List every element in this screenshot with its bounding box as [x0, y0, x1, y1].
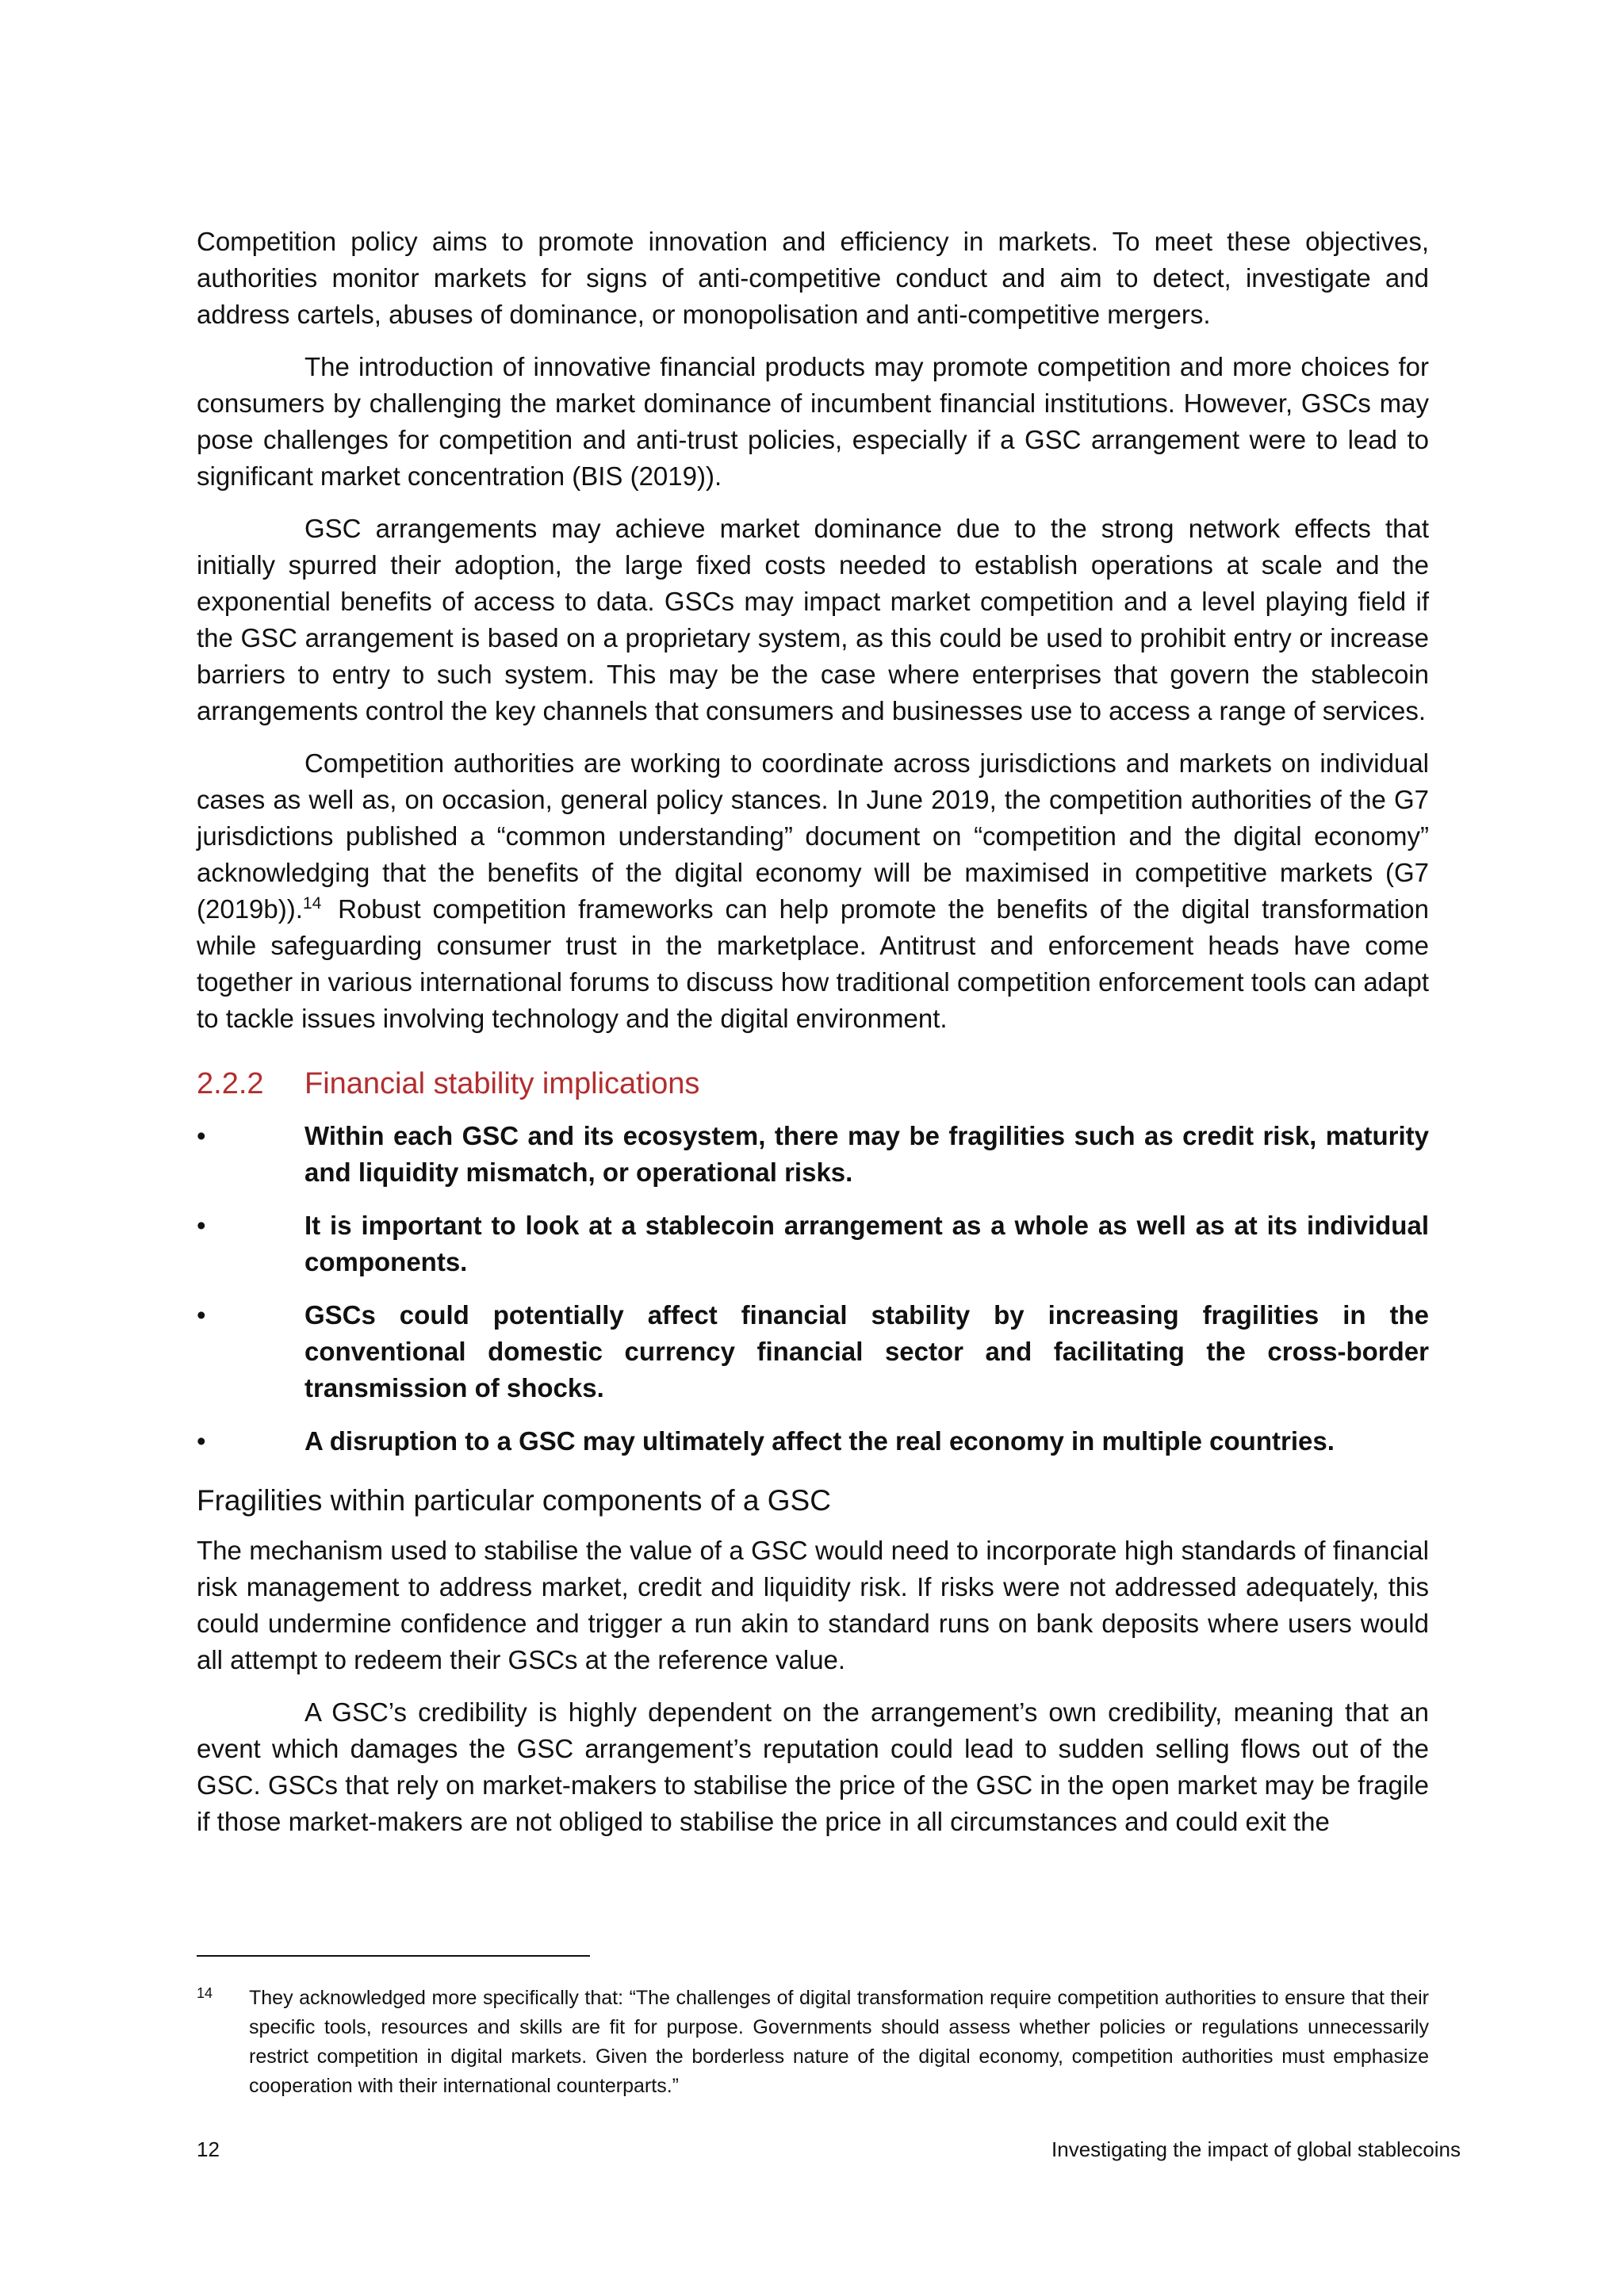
- main-content: [197, 224, 1429, 1856]
- key-point-text: A disruption to a GSC may ultimately affect the real economy in multiple countries.: [304, 1426, 1335, 1456]
- bullet-icon: •: [197, 1211, 206, 1240]
- paragraph-competition-authorities: [197, 745, 1429, 1037]
- bullet-icon: •: [197, 1121, 206, 1150]
- paragraph-competition-authorities-part2: Robust competition frameworks can help promote the benefits of the digital transformation while safeguarding consumer trust in the marketplace. Antitrust and enforcement heads have come together in various international forums to discuss how traditional competition enforcement tools can adapt to tackle issues involving technology and the digital environment.: [197, 894, 1429, 1033]
- paragraph-competition-authorities-part1: Competition authorities are working to coordinate across jurisdictions and markets on individual cases as well as, on occasion, general policy stances. In June 2019, the competition authorities of the G7 jurisdictions published a “common understanding” document on “competition and the digital economy” acknowledging that the benefits of the digital economy will be maximised in competitive markets (G7 (2019b)).: [197, 748, 1429, 924]
- footnote-number: 14: [197, 1985, 213, 2001]
- paragraph-market-dominance: GSC arrangements may achieve market dominance due to the strong network effects that initially spurred their adoption, the large fixed costs needed to establish operations at scale and the exponential benefits of access to data. GSCs may impact market competition and a level playing field if the GSC arrangement is based on a proprietary system, as this could be used to prohibit entry or increase barriers to entry to such system. This may be the case where enterprises that govern the stablecoin arrangements control the key channels that consumers and businesses use to access a range of services.: [197, 514, 1429, 725]
- subheading-fragilities: Fragilities within particular components of a GSC: [197, 1484, 831, 1517]
- paragraph-competition-policy: Competition policy aims to promote innovation and efficiency in markets. To meet these objectives, authorities monitor markets for signs of anti-competitive conduct and aim to detect, investigate and address cartels, abuses of dominance, or monopolisation and anti-competitive mergers.: [197, 227, 1429, 329]
- paragraph-innovative-products: The introduction of innovative financial products may promote competition and more choices for consumers by challenging the market dominance of incumbent financial institutions. However, GSCs may pose challenges for competition and anti-trust policies, especially if a GSC arrangement were to lead to significant market concentration (BIS (2019)).: [197, 352, 1429, 491]
- key-point-text: GSCs could potentially affect financial stability by increasing fragilities in the conventional domestic currency financial sector and facilitating the cross-border transmission of shocks.: [304, 1300, 1429, 1402]
- section-number: 2.2.2: [197, 1067, 264, 1100]
- key-points-list: [197, 1118, 1429, 1460]
- key-point-text: Within each GSC and its ecosystem, there may be fragilities such as credit risk, maturity and liquidity mismatch, or operational risks.: [304, 1121, 1429, 1187]
- bullet-icon: •: [197, 1300, 206, 1330]
- key-point: [197, 1118, 1429, 1191]
- key-point: [197, 1207, 1429, 1280]
- key-point-text: It is important to look at a stablecoin arrangement as a whole as well as at its individual components.: [304, 1211, 1429, 1276]
- footnote-divider: [197, 1955, 590, 1957]
- paragraph-stabilisation-mechanism: The mechanism used to stabilise the value of a GSC would need to incorporate high standards of financial risk management to address market, credit and liquidity risk. If risks were not addressed adequately, this could undermine confidence and trigger a run akin to standard runs on bank deposits where users would all attempt to redeem their GSCs at the reference value.: [197, 1536, 1429, 1674]
- footer-document-title: Investigating the impact of global stablecoins: [1051, 2137, 1461, 2161]
- bullet-icon: •: [197, 1426, 206, 1456]
- section-heading: [197, 1064, 1429, 1104]
- footnote-text: They acknowledged more specifically that: “The challenges of digital transformation require competition authorities to ensure that their specific tools, resources and skills are fit for purpose. Governments should assess whether policies or regulations unnecessarily restrict competition in digital markets. Given the borderless nature of the digital economy, competition authorities must emphasize cooperation with their international counterparts.”: [249, 1987, 1429, 2097]
- key-point: [197, 1423, 1429, 1460]
- section-title: Financial stability implications: [304, 1067, 700, 1100]
- key-point: [197, 1297, 1429, 1406]
- page-number: 12: [197, 2137, 220, 2161]
- paragraph-gsc-credibility: A GSC’s credibility is highly dependent on the arrangement’s own credibility, meaning that an event which damages the GSC arrangement’s reputation could lead to sudden selling flows out of the GSC. GSCs that rely on market-makers to stabilise the price of the GSC in the open market may be fragile if those market-makers are not obliged to stabilise the price in all circumstances and could exit the: [197, 1697, 1429, 1836]
- footnote-reference[interactable]: 14: [302, 894, 322, 913]
- footnote: [197, 1984, 1429, 2101]
